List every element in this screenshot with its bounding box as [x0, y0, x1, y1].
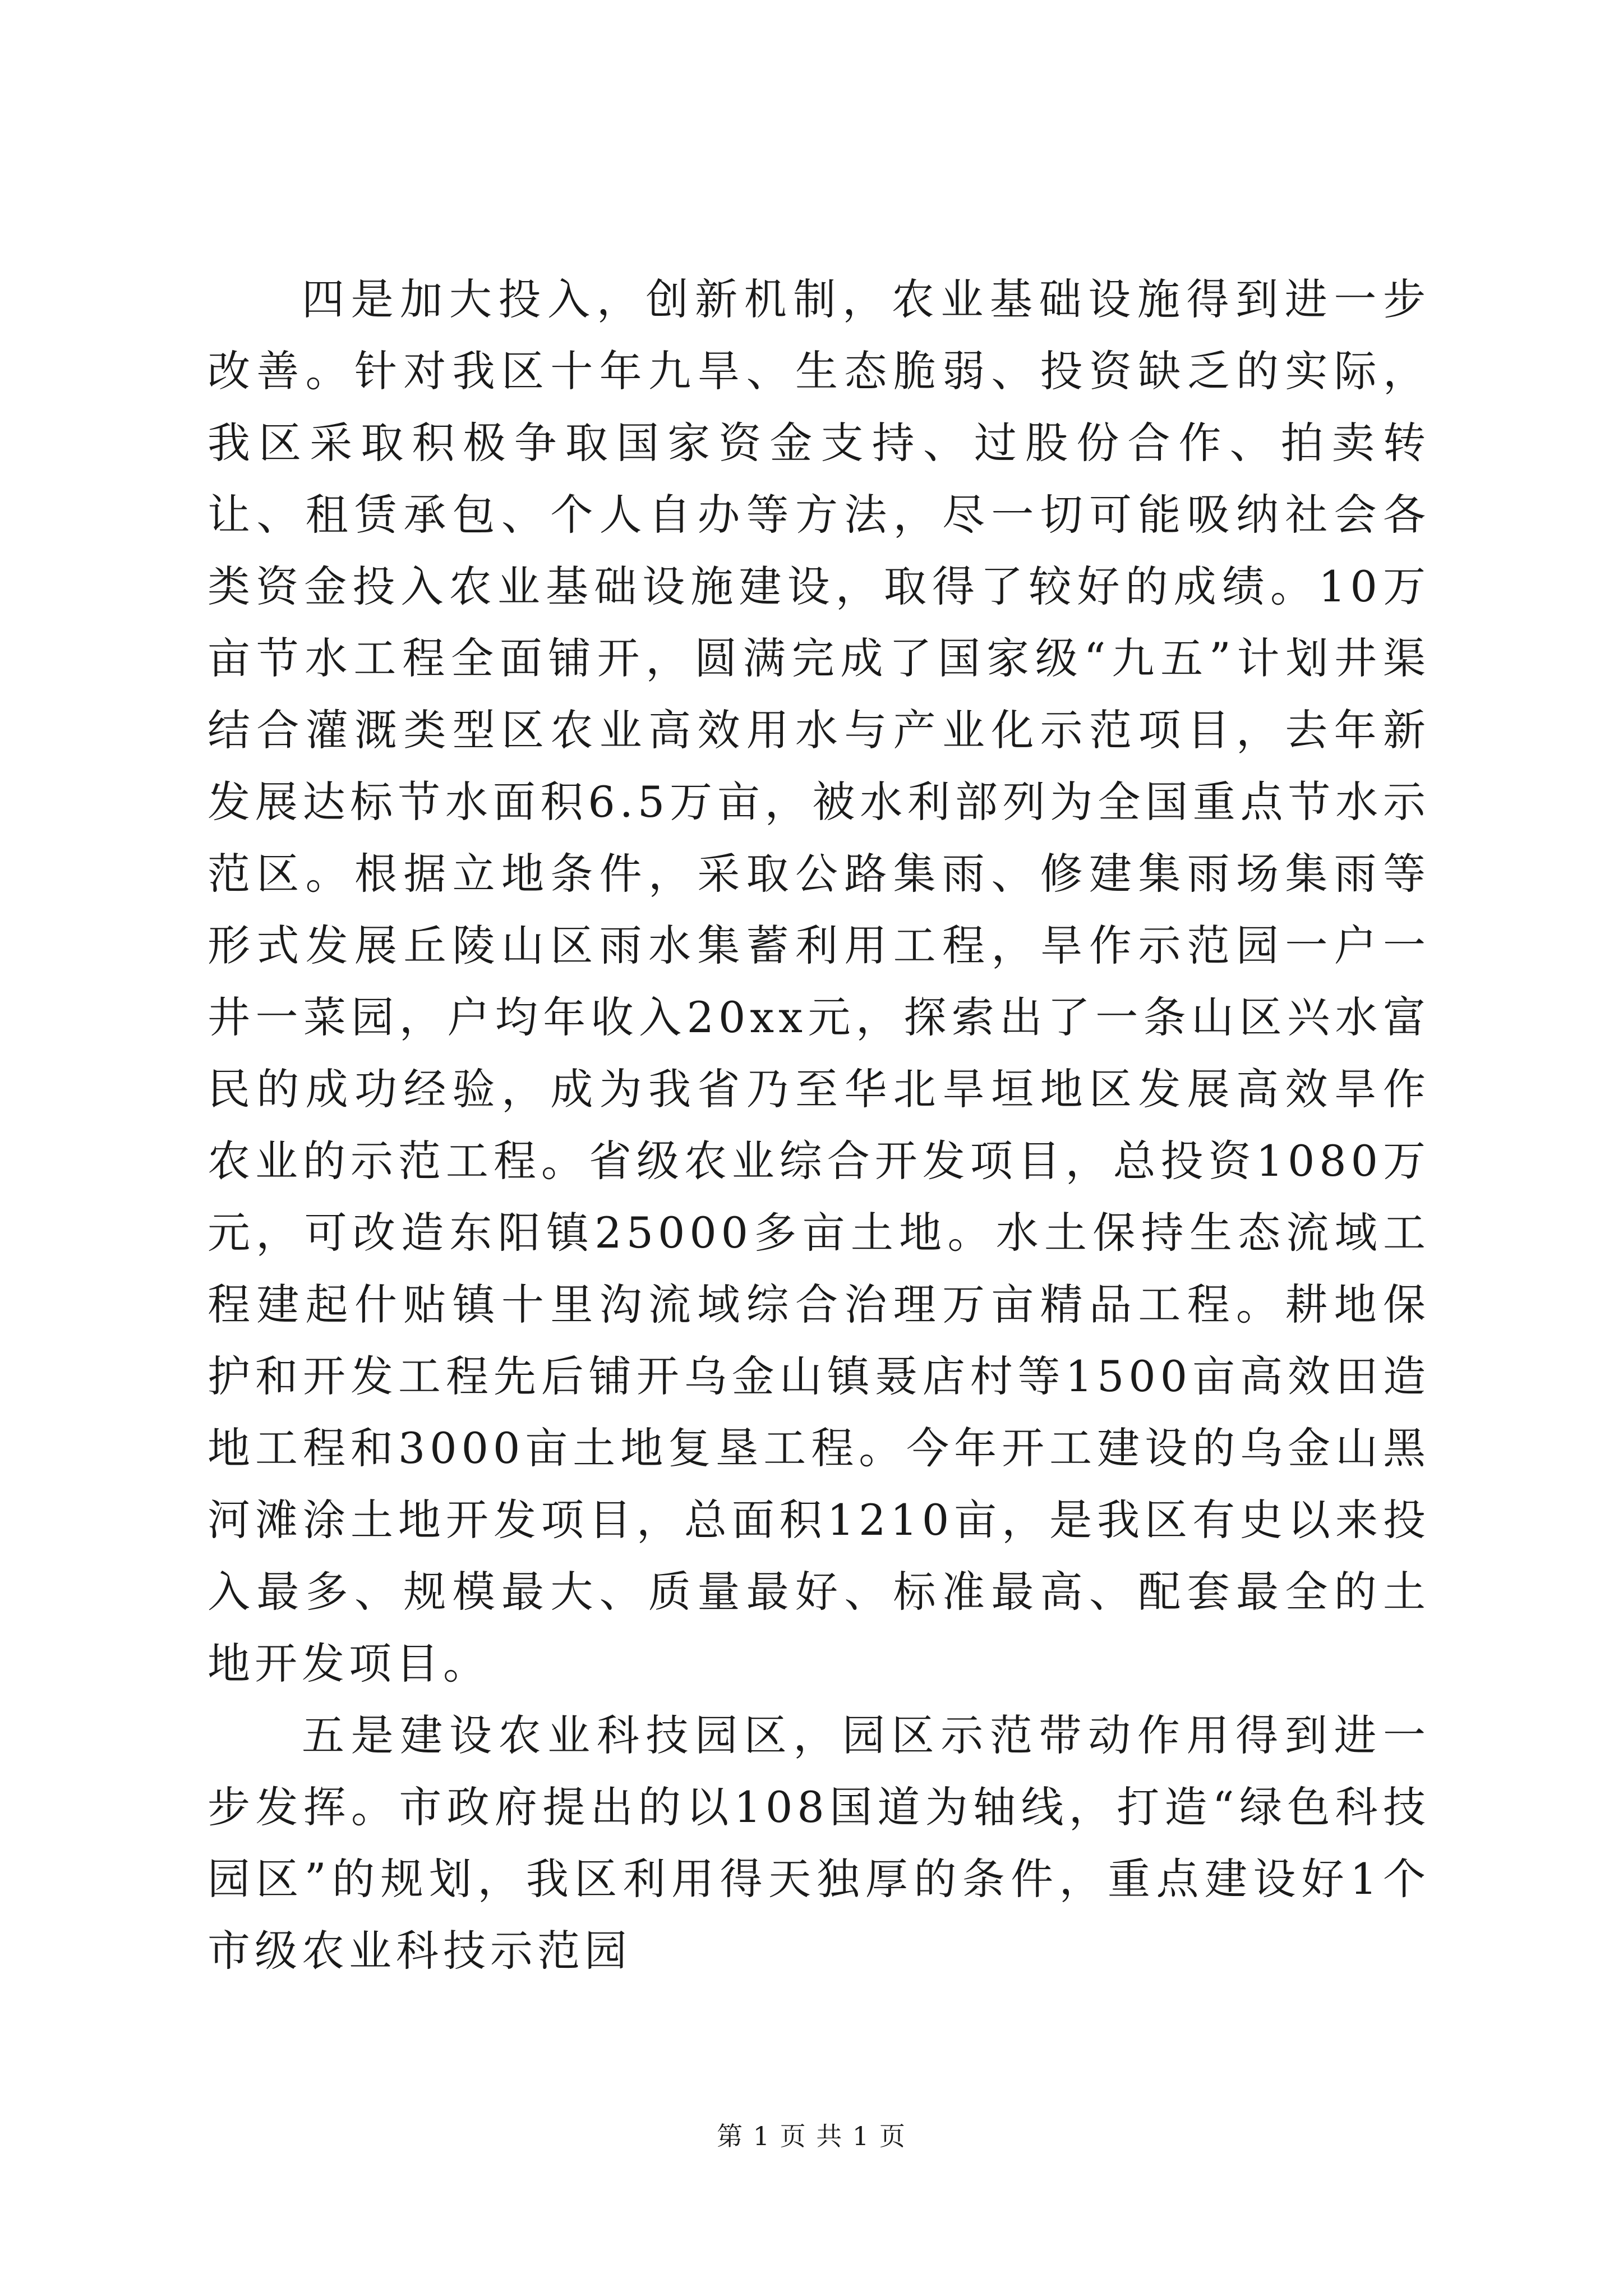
page-number-footer: 第 1 页 共 1 页 — [717, 2121, 906, 2151]
document-body — [208, 264, 1430, 1987]
paragraph-infrastructure: 四是加大投入，创新机制，农业基础设施得到进一步改善。针对我区十年九旱、生态脆弱、投资缺乏的实际，我区采取积极争取国家资金支持、过股份合作、拍卖转让、租赁承包、个人自办等方法，尽一切可能吸纳社会各类资金投入农业基础设施建设，取得了较好的成绩。10万亩节水工程全面铺开，圆满完成了国家级“九五”计划井渠结合灌溉类型区农业高效用水与产业化示范项目，去年新发展达标节水面积6.5万亩，被水利部列为全国重点节水示范区。根据立地条件，采取公路集雨、修建集雨场集雨等形式发展丘陵山区雨水集蓄利用工程，旱作示范园一户一井一菜园，户均年收入20xx元，探索出了一条山区兴水富民的成功经验，成为我省乃至华北旱垣地区发展高效旱作农业的示范工程。省级农业综合开发项目，总投资1080万元，可改造东阳镇25000多亩土地。水土保持生态流域工程建起什贴镇十里沟流域综合治理万亩精品工程。耕地保护和开发工程先后铺开乌金山镇聂店村等1500亩高效田造地工程和3000亩土地复垦工程。今年开工建设的乌金山黑河滩涂土地开发项目，总面积1210亩，是我区有史以来投入最多、规模最大、质量最好、标准最高、配套最全的土地开发项目。 — [208, 274, 1430, 1688]
paragraph-tech-park: 五是建设农业科技园区，园区示范带动作用得到进一步发挥。市政府提出的以108国道为轴线，打造“绿色科技园区”的规划，我区利用得天独厚的条件，重点建设好1个市级农业科技示范园 — [208, 1710, 1430, 1976]
